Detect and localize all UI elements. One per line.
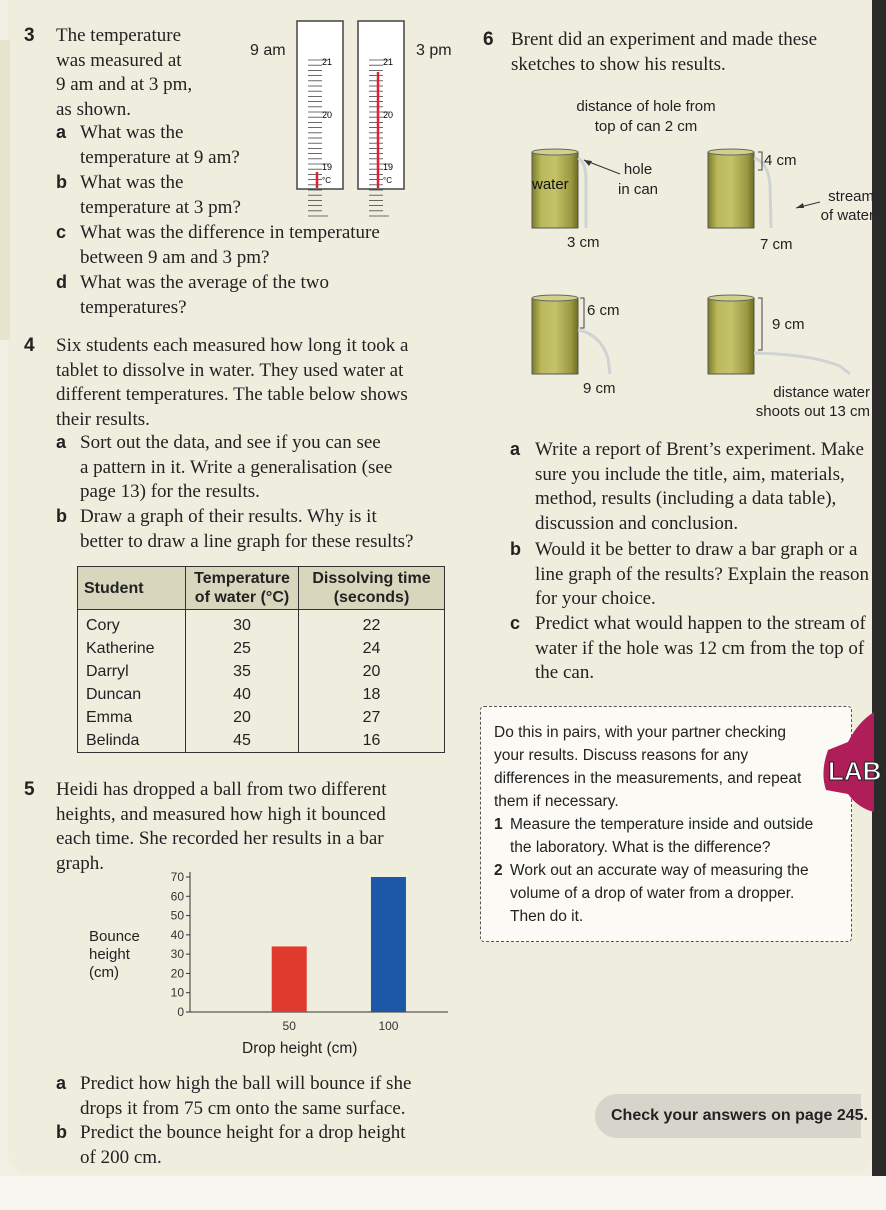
part-b: What was the temperature at 3 pm? <box>80 172 241 218</box>
column-header: Dissolving time (seconds) <box>299 567 445 610</box>
part-a: Sort out the data, and see if you can see a pattern in it. Write a generalisation (see page 13) for the results. <box>80 432 393 502</box>
hole-distance-caption: distance of hole from top of can 2 cm <box>576 98 716 135</box>
can-sketches <box>520 140 880 410</box>
scale-label-20: 20 <box>383 110 394 120</box>
x-tick-label: 100 <box>378 1019 399 1033</box>
part-letter: b <box>56 506 67 526</box>
thermometers-figure <box>296 20 408 192</box>
water-stream <box>578 158 586 228</box>
part-letter: a <box>56 432 67 452</box>
distance-caption: distance water shoots out 13 cm <box>755 384 870 420</box>
y-tick-label: 60 <box>170 889 184 904</box>
water-stream <box>754 353 850 374</box>
table-row <box>78 660 445 683</box>
height-bracket <box>758 298 762 350</box>
can-sketch-4 <box>708 295 850 374</box>
distance-label-2: 7 cm <box>760 236 793 253</box>
time-cell: 18 <box>299 683 445 706</box>
part-b: Draw a graph of their results. Why is it better to draw a line graph for these results? <box>80 506 414 552</box>
table-row <box>78 683 445 706</box>
can <box>708 152 754 228</box>
bounce-bar-chart <box>150 862 450 1052</box>
bar-100 <box>371 877 406 1012</box>
part-letter: d <box>56 272 67 292</box>
table-header-row <box>78 567 445 610</box>
part-a: Write a report of Brent’s experiment. Make sure you include the title, aim, materials, method, results (including a data table), discussion and conclusion. <box>535 439 864 534</box>
x-tick-label: 50 <box>282 1019 296 1033</box>
x-axis-label: Drop height (cm) <box>242 1040 358 1057</box>
temperature-cell: 45 <box>186 729 299 753</box>
unit-label: °C <box>322 176 331 185</box>
question-number: 6 <box>483 29 494 50</box>
bar-50 <box>272 946 307 1012</box>
label-9am: 9 am <box>250 42 286 59</box>
scale-label-21: 21 <box>383 57 394 67</box>
lab-item-number: 1 <box>494 816 503 833</box>
part-letter: c <box>510 613 521 633</box>
question-stem: Brent did an experiment and made these sketches to show his results. <box>511 29 818 75</box>
scale-label-19: 19 <box>383 162 394 172</box>
part-letter: b <box>56 172 67 192</box>
table-row <box>78 706 445 729</box>
table-row <box>78 637 445 660</box>
part-letter: c <box>56 222 67 242</box>
stream-label: stream of water <box>820 188 874 224</box>
part-letter: a <box>56 1073 67 1093</box>
part-letter: b <box>510 539 521 559</box>
height-label-4: 9 cm <box>772 316 805 333</box>
can-top <box>532 295 578 301</box>
time-cell: 24 <box>299 637 445 660</box>
temperature-cell: 35 <box>186 660 299 683</box>
time-cell: 27 <box>299 706 445 729</box>
student-cell: Duncan <box>78 683 186 706</box>
part-letter: a <box>510 439 521 459</box>
column-header: Temperature of water (°C) <box>186 567 299 610</box>
y-axis-label: Bounce height (cm) <box>89 928 140 981</box>
hole-label: hole in can <box>618 161 659 198</box>
table-row <box>78 610 445 638</box>
label-3pm: 3 pm <box>416 42 452 59</box>
student-cell: Katherine <box>78 637 186 660</box>
y-tick-label: 0 <box>177 1005 184 1019</box>
student-cell: Cory <box>78 610 186 638</box>
temperature-cell: 25 <box>186 637 299 660</box>
y-tick-label: 70 <box>170 870 184 884</box>
question-number: 5 <box>24 779 35 800</box>
student-cell: Darryl <box>78 660 186 683</box>
height-label-2: 4 cm <box>764 152 797 169</box>
part-c: What was the difference in temperature between 9 am and 3 pm? <box>80 222 380 268</box>
scale-label-19: 19 <box>322 162 333 172</box>
part-a: What was the temperature at 9 am? <box>80 122 240 168</box>
height-label-3: 6 cm <box>587 302 620 319</box>
lab-badge <box>818 712 882 812</box>
can-top <box>532 149 578 155</box>
part-a: Predict how high the ball will bounce if she drops it from 75 cm onto the same surface. <box>80 1073 412 1119</box>
part-c: Predict what would happen to the stream of water if the hole was 12 cm from the top of the can. <box>535 613 866 683</box>
can-top <box>708 149 754 155</box>
question-stem: Heidi has dropped a ball from two different heights, and measured how high it bounced each time. She recorded her results in a bar graph. <box>56 779 387 874</box>
distance-label-3: 9 cm <box>583 380 616 397</box>
question-stem: The temperature was measured at 9 am and at 3 pm, as shown. <box>56 25 193 120</box>
y-tick-label: 40 <box>170 927 184 942</box>
lab-item-2: Work out an accurate way of measuring the volume of a drop of water from a dropper. Then do it. <box>510 862 809 925</box>
part-letter: a <box>56 122 67 142</box>
y-tick-label: 50 <box>170 908 184 923</box>
temperature-cell: 20 <box>186 706 299 729</box>
student-cell: Belinda <box>78 729 186 753</box>
part-b: Predict the bounce height for a drop height of 200 cm. <box>80 1122 406 1168</box>
part-d: What was the average of the two temperatures? <box>80 272 330 318</box>
can <box>532 298 578 374</box>
y-tick-label: 20 <box>170 966 184 981</box>
table-row <box>78 729 445 753</box>
page-bottom <box>0 1176 886 1210</box>
question-stem: Six students each measured how long it took a tablet to dissolve in water. They used water at different temperatures. The table below shows their results. <box>56 335 409 430</box>
column-header: Student <box>78 567 186 610</box>
lab-item-number: 2 <box>494 862 503 879</box>
scale-label-21: 21 <box>322 57 333 67</box>
can <box>708 298 754 374</box>
height-bracket <box>580 298 584 328</box>
arrow-head <box>796 203 804 208</box>
water-stream <box>578 330 610 374</box>
time-cell: 16 <box>299 729 445 753</box>
time-cell: 22 <box>299 610 445 638</box>
temperature-cell: 30 <box>186 610 299 638</box>
check-answers-text: Check your answers on page 245. <box>611 1107 868 1124</box>
lab-intro: Do this in pairs, with your partner checking your results. Discuss reasons for any differences in the measurements, and repeat them if necessary. <box>494 724 802 810</box>
water-label: water <box>532 176 569 193</box>
unit-label: °C <box>383 176 392 185</box>
lab-badge-text: LAB <box>828 756 882 786</box>
scale-label-20: 20 <box>322 110 333 120</box>
part-letter: b <box>56 1122 67 1142</box>
student-cell: Emma <box>78 706 186 729</box>
lab-item-1: Measure the temperature inside and outside the laboratory. What is the difference? <box>510 816 814 856</box>
y-tick-label: 30 <box>170 947 184 962</box>
y-tick-label: 10 <box>170 985 184 1000</box>
results-table <box>77 566 445 753</box>
time-cell: 20 <box>299 660 445 683</box>
can-top <box>708 295 754 301</box>
margin-decoration <box>0 40 10 340</box>
question-number: 3 <box>24 25 35 46</box>
distance-label-1: 3 cm <box>567 234 600 251</box>
part-b: Would it be better to draw a bar graph or a line graph of the results? Explain the reason for your choice. <box>535 539 869 609</box>
temperature-cell: 40 <box>186 683 299 706</box>
question-number: 4 <box>24 335 35 356</box>
